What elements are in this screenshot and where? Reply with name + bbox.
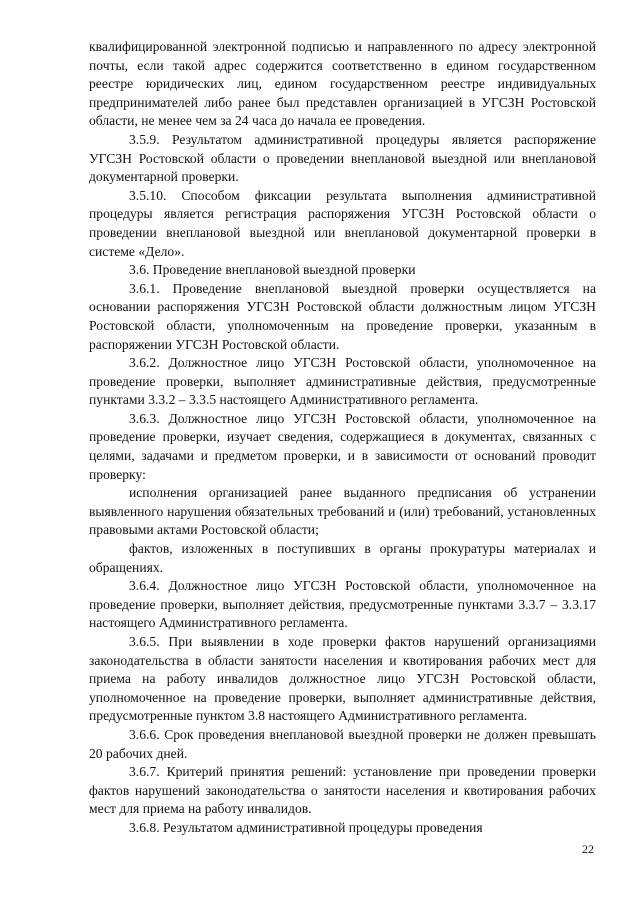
paragraph-3-5-9: 3.5.9. Результатом административной процедуры является распоряжение УГСЗН Ростовской области о проведении внеплановой выездной или внеплановой документарной проверки. [89,131,596,185]
paragraph-3-5-10: 3.5.10. Способом фиксации результата выполнения административной процедуры является регистрация распоряжения УГСЗН Ростовской области о проведении внеплановой выездной или внеплановой документарной проверки в системе «Дело». [89,187,596,259]
document-body [89,38,596,838]
paragraph-3-6-3: 3.6.3. Должностное лицо УГСЗН Ростовской области, уполномоченное на проведение проверки, изучает сведения, содержащиеся в документах, связанных с целями, задачами и предметом проверки, и в зависимости от оснований проводит проверку: [89,410,596,482]
paragraph-3-6-2: 3.6.2. Должностное лицо УГСЗН Ростовской области, уполномоченное на проведение проверки, выполняет административные действия, предусмотренные пунктами 3.3.2 – 3.3.5 настоящего Административного регламента. [89,355,596,408]
page-number: 22 [582,842,594,856]
section-heading-3-6: 3.6. Проведение внеплановой выездной проверки [129,262,416,278]
paragraph-continuation: квалифицированной электронной подписью и направленного по адресу электронной почты, если такой адрес содержится соответственно в едином государственном реестре юридических лиц, едином государственном реестре индивидуальных предпринимателей либо ранее был представлен организацией в УГСЗН Ростовской области, не менее чем за 24 часа до начала ее проведения. [89,39,596,129]
paragraph-3-6-8: 3.6.8. Результатом административной процедуры проведения [129,819,483,835]
paragraph-3-6-1: 3.6.1. Проведение внеплановой выездной проверки осуществляется на основании распоряжения УГСЗН Ростовской области должностным лицом УГСЗН Ростовской области, уполномоченным на проведение проверки, указанным в распоряжении УГСЗН Ростовской области. [89,280,596,352]
paragraph-3-6-6: 3.6.6. Срок проведения внеплановой выездной проверки не должен превышать 20 рабочих дней. [89,726,596,761]
list-item-prescription: исполнения организацией ранее выданного предписания об устранении выявленного нарушения обязательных требований и (или) требований, установленных правовыми актами Ростовской области; [89,485,596,538]
paragraph-3-6-5: 3.6.5. При выявлении в ходе проверки фактов нарушений организациями законодательства в области занятости населения и квотирования рабочих мест для приема на работу инвалидов должностное лицо УГСЗН Ростовской области, уполномоченное на проведение проверки, выполняет административные действия, предусмотренные пунктом 3.8 настоящего Административного регламента. [89,634,596,724]
paragraph-3-6-4: 3.6.4. Должностное лицо УГСЗН Ростовской области, уполномоченное на проведение проверки, выполняет действия, предусмотренные пунктами 3.3.7 – 3.3.17 настоящего Административного регламента. [89,578,596,631]
list-item-facts: фактов, изложенных в поступивших в органы прокуратуры материалах и обращениях. [89,541,596,575]
paragraph-3-6-7: 3.6.7. Критерий принятия решений: установление при проведении проверки фактов нарушений законодательства о занятости населения и квотирования рабочих мест для приема на работу инвалидов. [89,764,596,817]
